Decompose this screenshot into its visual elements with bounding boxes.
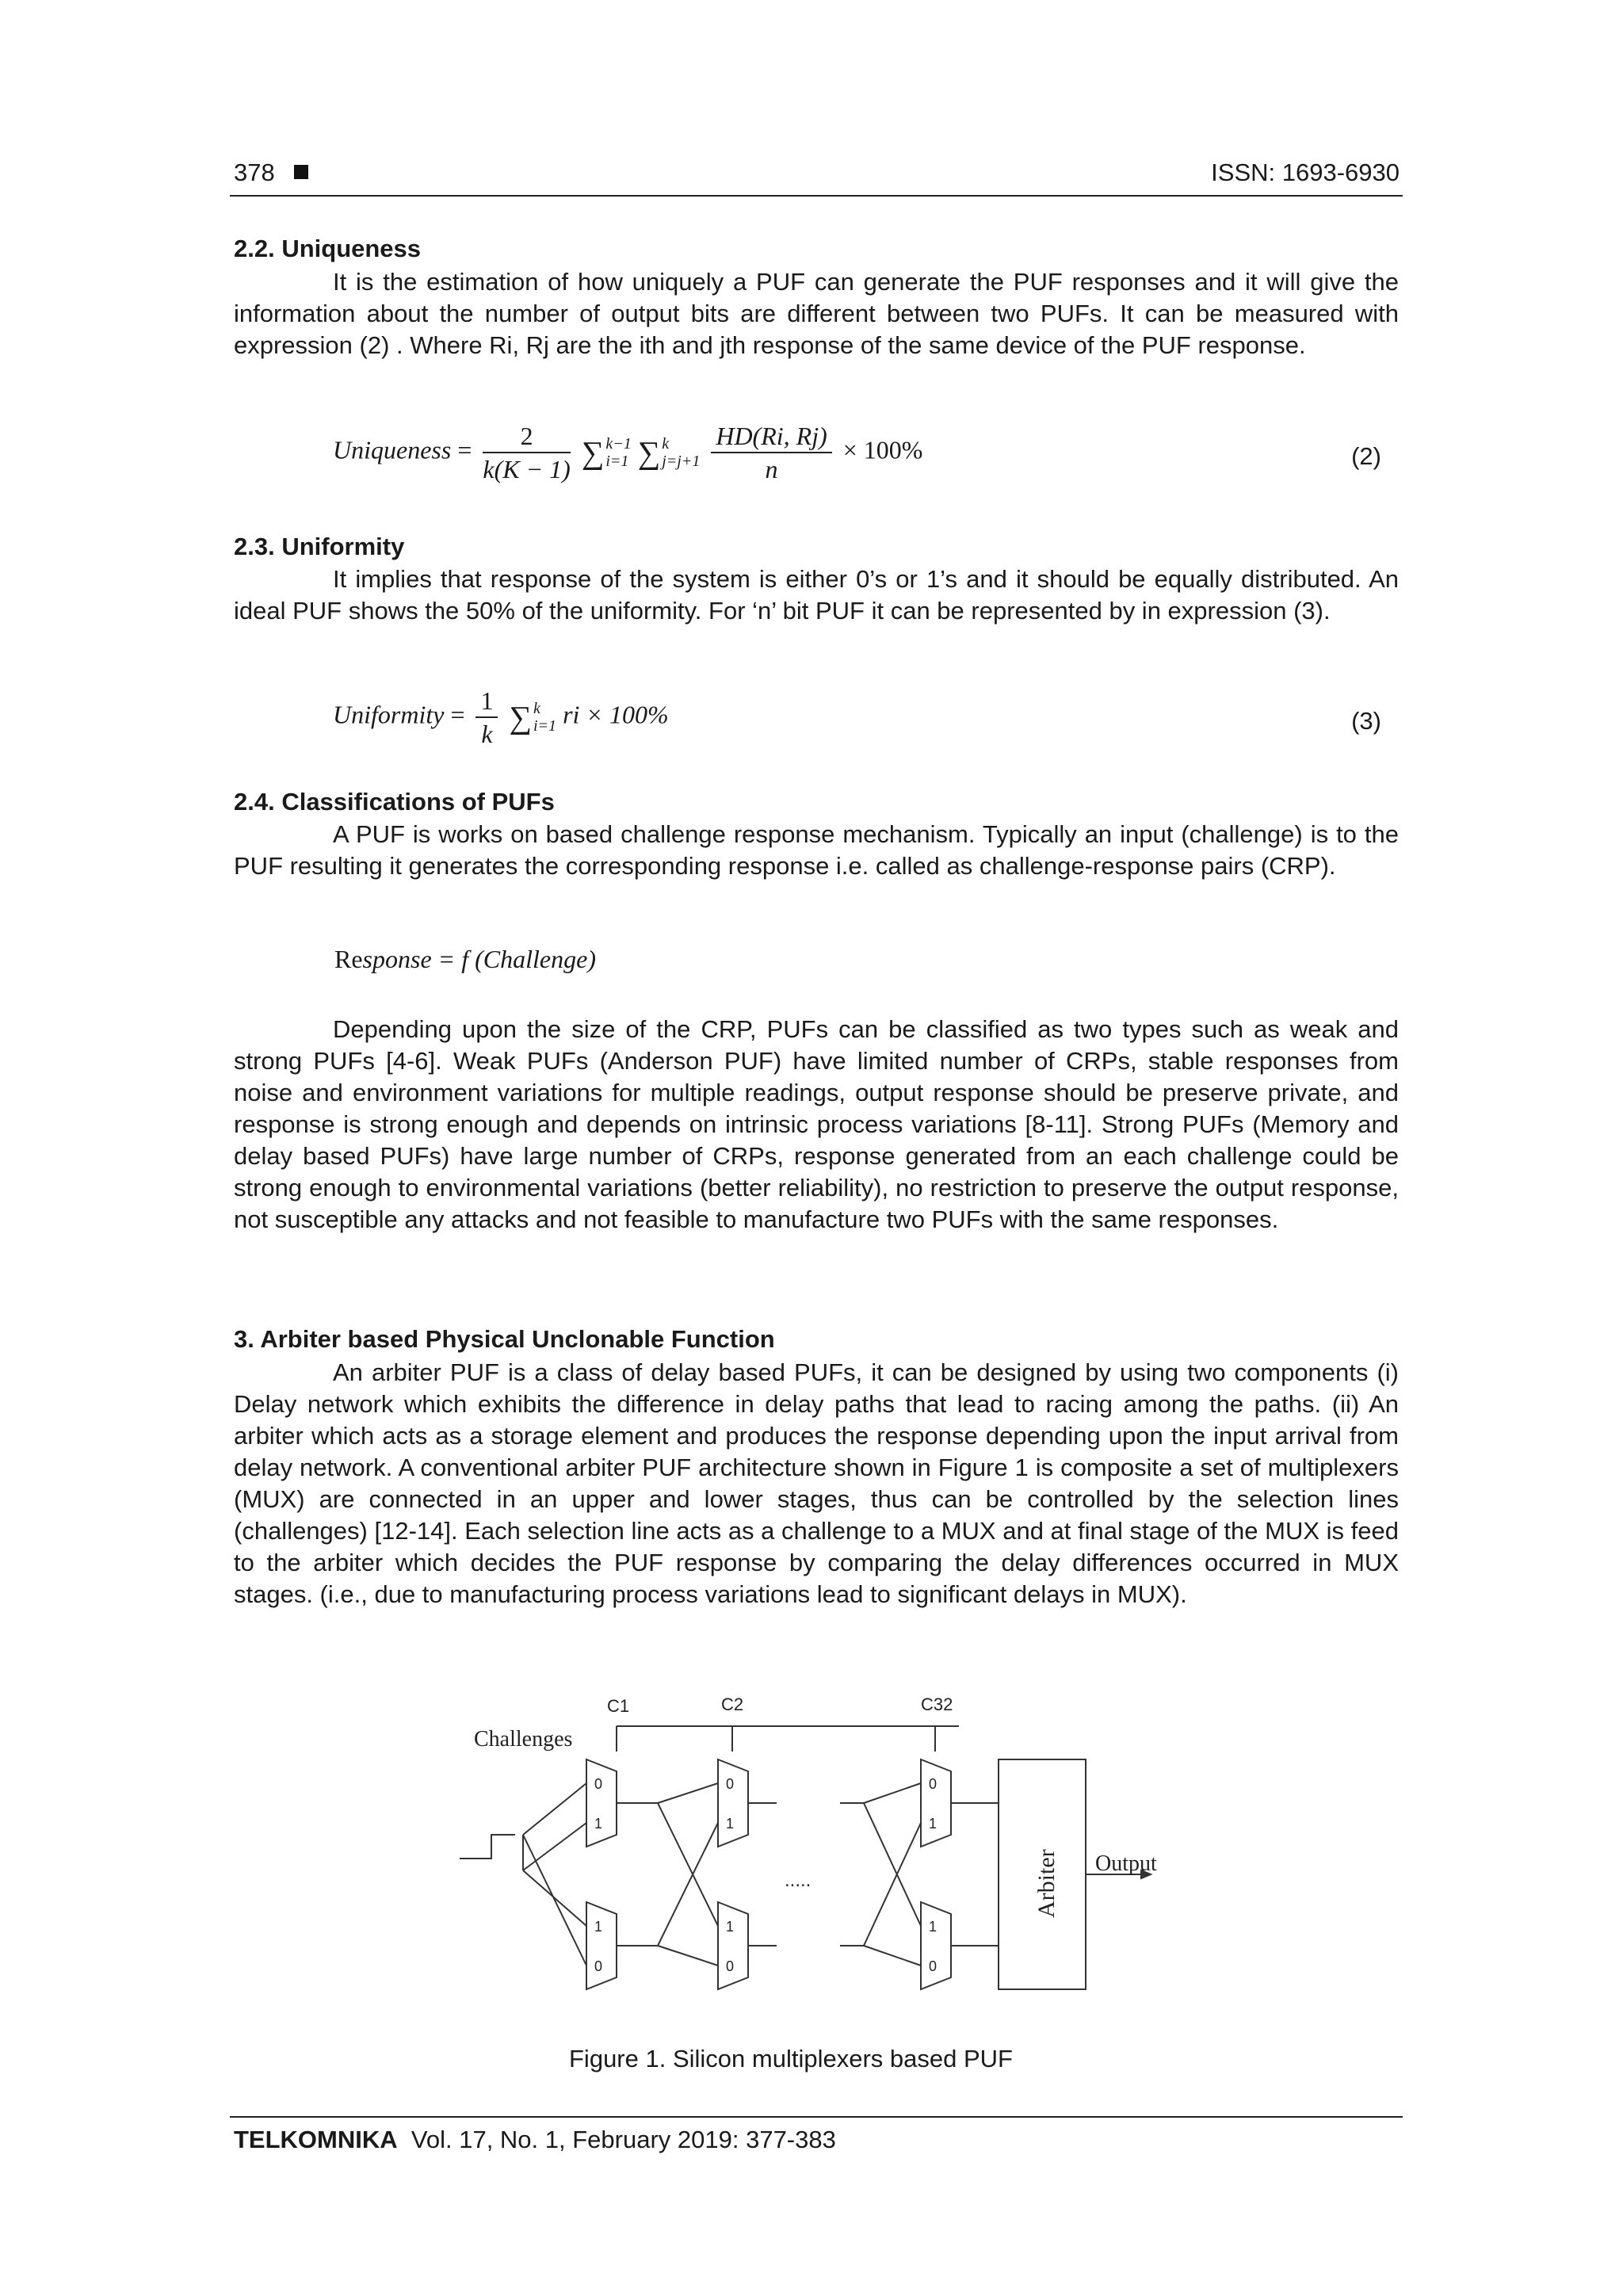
equation-uniformity: Uniformity = $\frac{1}{k}$ ∑ k i=1 ri × 100% [333,686,669,748]
mux-input-0: 0 [726,1776,735,1792]
mux-input-0: 0 [929,1776,938,1792]
label-c1: C1 [607,1696,630,1716]
mux-input-0: 0 [929,1958,938,1974]
footer-rule [230,2116,1403,2118]
equation-uniqueness: Uniqueness = $\frac{2}{k(K - 1)}$ ∑ k−1 i=1 ∑ k j=j+1 $\frac{HD(Ri, Rj)}{n}$ × 100% [333,422,923,483]
paragraph-uniqueness: It is the estimation of how uniquely a PUF can generate the PUF responses and it will give the information about the number of output bits are different between two PUFs. It can be measured with expression (2) . Where Ri, Rj are the ith and jth response of the same device of the PUF response. [234,268,1399,359]
paragraph-classifications-2: Depending upon the size of the CRP, PUFs can be classified as two types such as weak and strong PUFs [4-6]. Weak PUFs (Anderson PUF) have limited number of CRPs, stable responses from noise and environment variations for multiple readings, output response should be preserve private, and response is strong enough and depends on intrinsic process variations [8-11]. Strong PUFs (Memory and delay based PUFs) have large number of CRPs, response generated from an each challenge could be strong enough to environmental variations (better reliability), no restriction to preserve the output response, not susceptible any attacks and not feasible to manufacture two PUFs with the same responses. [234,1015,1399,1233]
mux-input-1: 1 [726,1816,735,1832]
section-heading-uniformity: 2.3. Uniformity [234,533,405,560]
paragraph-classifications-1: A PUF is works on based challenge response mechanism. Typically an input (challenge) is to the PUF resulting it generates the corresponding response i.e. called as challenge-response pairs (CRP). [234,820,1399,880]
label-c2: C2 [721,1694,744,1714]
label-dots: ..... [785,1870,812,1891]
section-heading-classifications: 2.4. Classifications of PUFs [234,788,555,816]
label-arbiter: Arbiter [1033,1849,1060,1918]
figure-arbiter-puf-diagram [444,1680,1189,2029]
section-heading-uniqueness: 2.2. Uniqueness [234,235,422,262]
mux-input-1: 1 [594,1816,603,1832]
mux-input-1: 1 [929,1919,938,1935]
mux-input-1: 1 [594,1919,603,1935]
label-output: Output [1095,1851,1157,1876]
section-heading-arbiter-puf: 3. Arbiter based Physical Unclonable Function [234,1325,775,1353]
figure-caption: Figure 1. Silicon multiplexers based PUF [569,2045,1013,2073]
mux-input-1: 1 [929,1816,938,1832]
mux-input-1: 1 [726,1919,735,1935]
mux-input-0: 0 [726,1958,735,1974]
header-rule [230,195,1403,197]
mux-input-0: 0 [594,1958,603,1974]
equation-number-3: (3) [1351,707,1381,735]
paragraph-uniformity: It implies that response of the system is either 0’s or 1’s and it should be equally distributed. An ideal PUF shows the 50% of the uniformity. For ‘n’ bit PUF it can be represented by in expression (3). [234,565,1399,625]
header-square-icon [294,165,308,179]
equation-number-2: (2) [1351,442,1381,470]
page-number: 378 [234,159,308,187]
footer-citation: TELKOMNIKA Vol. 17, No. 1, February 2019: 377-383 [234,2126,836,2153]
equation-response: Response = f (Challenge) [334,945,596,973]
paragraph-arbiter-puf: An arbiter PUF is a class of delay based PUFs, it can be designed by using two components (i) Delay network which exhibits the difference in delay paths that lead to racing among the paths. (ii) An arbiter which acts as a storage element and produces the response depending upon the input arrival from delay network. A conventional arbiter PUF architecture shown in Figure 1 is composite a set of multiplexers (MUX) are connected in an upper and lower stages, thus can be controlled by the selection lines (challenges) [12-14]. Each selection line acts as a challenge to a MUX and at final stage of the MUX is feed to the arbiter which decides the PUF response by comparing the delay differences occurred in MUX stages. (i.e., due to manufacturing process variations lead to significant delays in MUX). [234,1358,1399,1608]
issn: ISSN: 1693-6930 [1211,159,1400,186]
label-c32: C32 [921,1694,953,1714]
label-challenges: Challenges [474,1727,573,1752]
mux-input-0: 0 [594,1776,603,1792]
